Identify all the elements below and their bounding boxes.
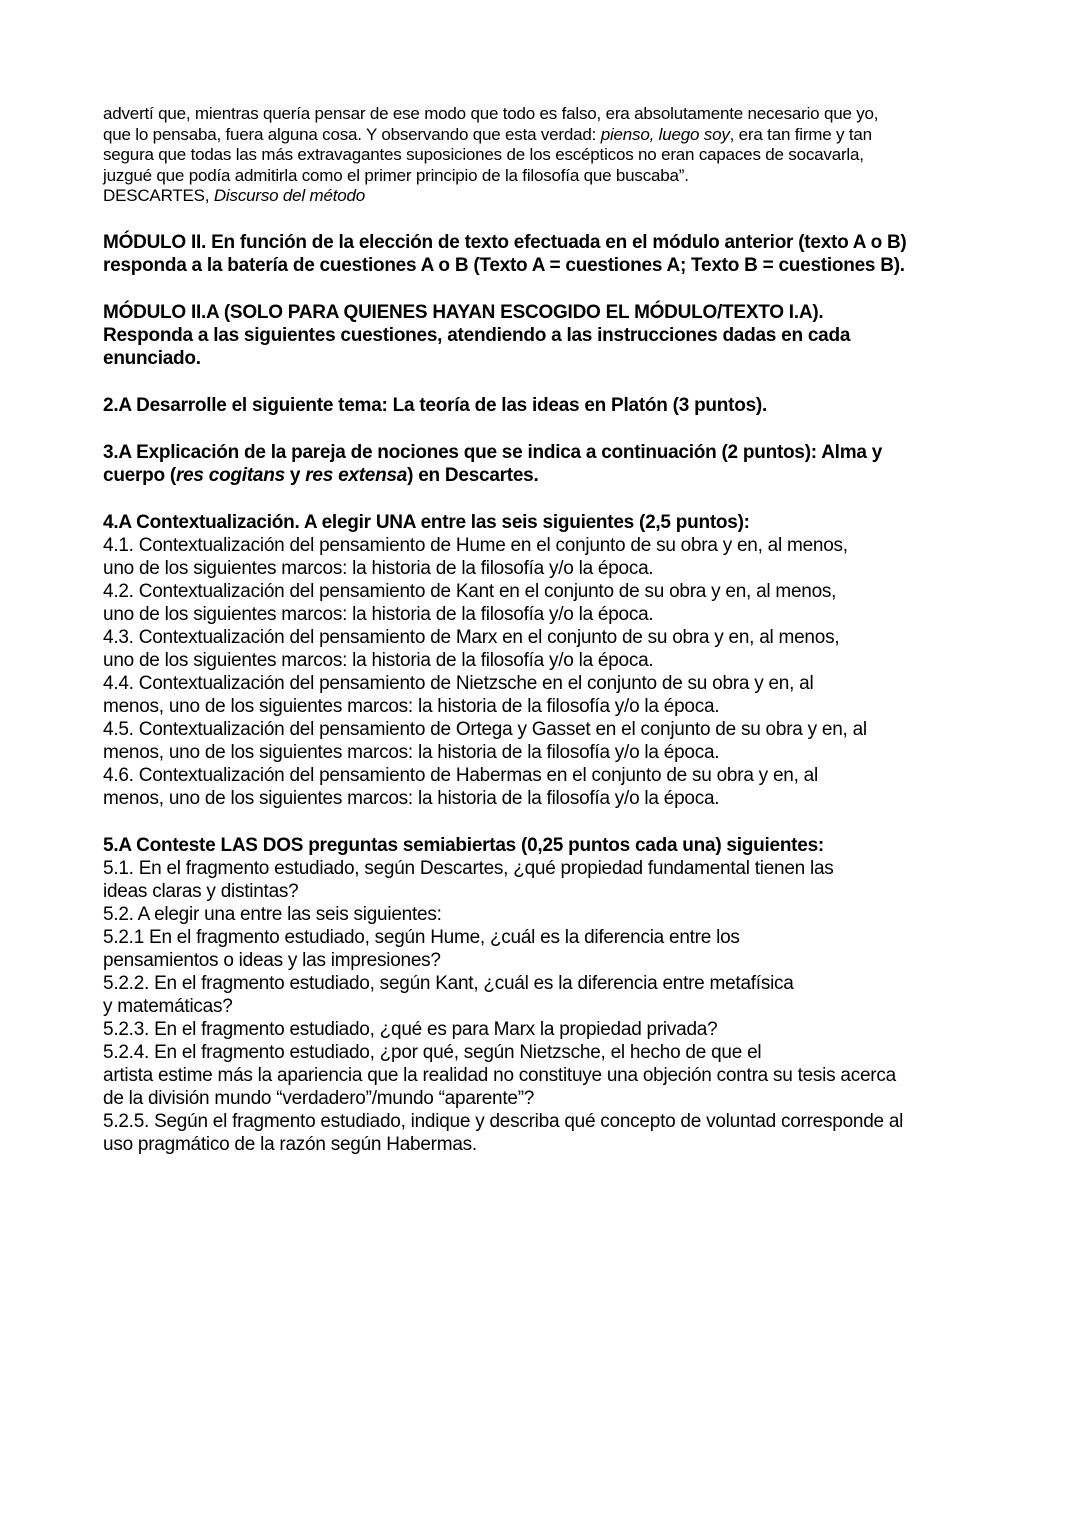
text-segment: ) en Descartes. [407,464,539,486]
text-segment: DESCARTES, [103,186,214,205]
text-line [103,1041,1003,1064]
text-segment: y matemáticas? [103,995,233,1017]
question-5a [103,834,1003,1156]
text-segment: 4.3. Contextualización del pensamiento de Marx en el conjunto de su obra y en, al menos, [103,626,840,648]
text-line [103,1087,1003,1110]
text-segment: cuerpo ( [103,464,176,486]
text-segment: responda a la batería de cuestiones A o B (Texto A = cuestiones A; Texto B = cuestiones B). [103,254,905,276]
text-segment: 4.4. Contextualización del pensamiento de Nietzsche en el conjunto de su obra y en, al [103,672,814,694]
text-line [103,557,1003,580]
text-segment: segura que todas las más extravagantes suposiciones de los escépticos no eran capaces de socavarla, [103,145,864,164]
text-segment: y [284,464,306,486]
text-line [103,464,1003,487]
text-line [103,1018,1003,1041]
text-segment: uno de los siguientes marcos: la historia de la filosofía y/o la época. [103,649,654,671]
text-line [103,104,1003,125]
text-segment: 5.A Conteste LAS DOS preguntas semiabiertas (0,25 puntos cada una) siguientes: [103,834,824,856]
text-line [103,903,1003,926]
modulo-ii [103,231,1003,277]
text-segment: 2.A Desarrolle el siguiente tema: La teoría de las ideas en Platón (3 puntos). [103,394,767,416]
text-line [103,1133,1003,1156]
text-line [103,1110,1003,1133]
text-segment: juzgué que podía admitirla como el primer principio de la filosofía que buscaba”. [103,165,689,185]
text-segment: artista estime más la apariencia que la realidad no constituye una objeción contra su tesis acerca [103,1064,896,1086]
text-line [103,534,1003,557]
text-segment: de la división mundo “verdadero”/mundo “aparente”? [103,1087,535,1109]
text-line [103,926,1003,949]
text-segment: 4.2. Contextualización del pensamiento de Kant en el conjunto de su obra y en, al menos, [103,580,837,602]
text-segment: pensamientos o ideas y las impresiones? [103,949,441,971]
text-segment: 4.5. Contextualización del pensamiento de Ortega y Gasset en el conjunto de su obra y en, al [103,718,867,740]
text-segment: 5.2.2. En el fragmento estudiado, según Kant, ¿cuál es la diferencia entre metafísica [103,972,794,994]
text-segment: 5.2. A elegir una entre las seis siguientes: [103,903,442,925]
text-segment: 5.1. En el fragmento estudiado, según Descartes, ¿qué propiedad fundamental tienen las [103,857,834,879]
text-segment: 3.A Explicación de la pareja de nociones que se indica a continuación (2 puntos): Alma y [103,441,883,463]
text-line [103,718,1003,741]
text-line [103,787,1003,810]
text-line [103,834,1003,857]
text-segment: uno de los siguientes marcos: la historia de la filosofía y/o la época. [103,603,654,625]
text-segment: advertí que, mientras quería pensar de ese modo que todo es falso, era absolutamente necesario que yo, [103,104,879,123]
exam-document [103,104,1003,1180]
text-segment: 4.6. Contextualización del pensamiento de Habermas en el conjunto de su obra y en, al [103,764,818,786]
text-segment: menos, uno de los siguientes marcos: la historia de la filosofía y/o la época. [103,741,720,763]
quote-end [103,104,1003,207]
text-line [103,949,1003,972]
text-segment: MÓDULO II. En función de la elección de texto efectuada en el módulo anterior (texto A o B) [103,231,907,253]
question-2a [103,394,1003,417]
text-segment: Responda a las siguientes cuestiones, atendiendo a las instrucciones dadas en cada [103,324,851,346]
text-line [103,626,1003,649]
text-line [103,441,1003,464]
text-segment: que lo pensaba, fuera alguna cosa. Y observando que esta verdad: [103,124,601,144]
italic-text: Discurso del método [213,186,366,205]
text-line [103,857,1003,880]
text-line [103,972,1003,995]
text-line [103,880,1003,903]
italic-text: res cogitans [175,464,285,486]
text-line [103,166,1003,187]
italic-text: pienso, luego soy [600,124,730,144]
text-segment: 4.1. Contextualización del pensamiento de Hume en el conjunto de su obra y en, al menos, [103,534,848,556]
italic-text: res extensa [305,464,408,486]
text-segment: MÓDULO II.A (SOLO PARA QUIENES HAYAN ESCOGIDO EL MÓDULO/TEXTO I.A). [103,301,824,323]
text-segment: uso pragmático de la razón según Habermas. [103,1133,477,1155]
text-line [103,764,1003,787]
text-line [103,741,1003,764]
text-line [103,394,1003,417]
text-segment: 5.2.1 En el fragmento estudiado, según Hume, ¿cuál es la diferencia entre los [103,926,740,948]
text-line [103,301,1003,324]
text-segment: 5.2.3. En el fragmento estudiado, ¿qué es para Marx la propiedad privada? [103,1018,718,1040]
text-line [103,672,1003,695]
text-line [103,347,1003,370]
text-line [103,324,1003,347]
modulo-ii-a [103,301,1003,370]
text-segment: 5.2.5. Según el fragmento estudiado, indique y describa qué concepto de voluntad corresponde al [103,1110,904,1132]
text-segment: ideas claras y distintas? [103,880,299,902]
text-line [103,231,1003,254]
text-line [103,125,1003,146]
question-4a [103,511,1003,810]
text-line [103,580,1003,603]
text-segment: , era tan firme y tan [729,124,872,144]
text-line [103,186,1003,207]
text-segment: 5.2.4. En el fragmento estudiado, ¿por qué, según Nietzsche, el hecho de que el [103,1041,762,1063]
text-segment: menos, uno de los siguientes marcos: la historia de la filosofía y/o la época. [103,695,720,717]
text-line [103,695,1003,718]
text-line [103,511,1003,534]
text-line [103,649,1003,672]
question-3a [103,441,1003,487]
text-segment: 4.A Contextualización. A elegir UNA entre las seis siguientes (2,5 puntos): [103,511,750,533]
text-line [103,603,1003,626]
text-line [103,145,1003,166]
text-line [103,1064,1003,1087]
text-segment: menos, uno de los siguientes marcos: la historia de la filosofía y/o la época. [103,787,720,809]
text-segment: enunciado. [103,347,201,369]
text-line [103,995,1003,1018]
text-segment: uno de los siguientes marcos: la historia de la filosofía y/o la época. [103,557,654,579]
text-line [103,254,1003,277]
